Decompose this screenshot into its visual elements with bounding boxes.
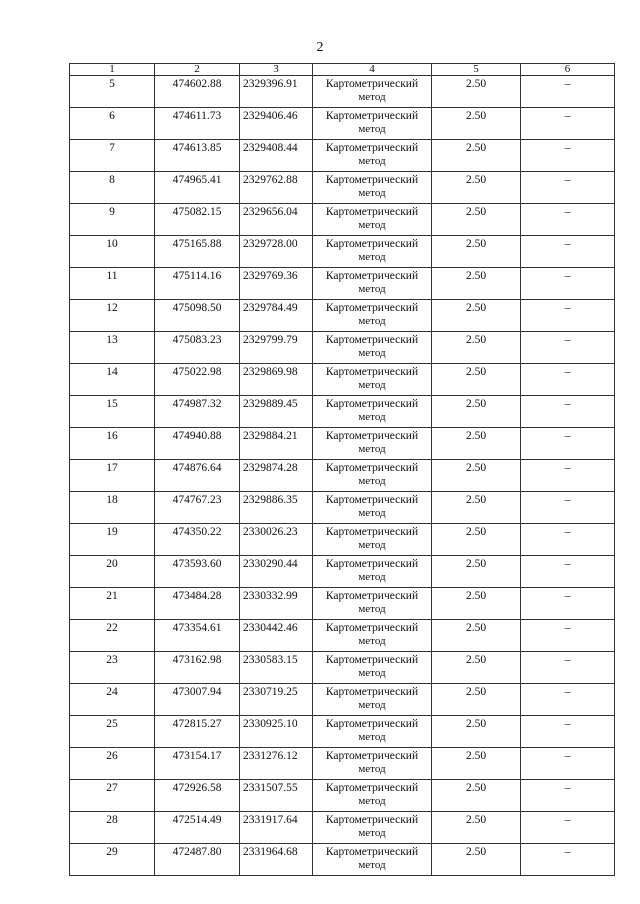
table-row <box>70 716 615 748</box>
method-line-2: метод <box>358 315 386 327</box>
point-number-cell: 29 <box>70 844 155 876</box>
accuracy-cell: 2.50 <box>432 812 521 844</box>
y-coordinate-cell: 2330719.25 <box>240 684 313 716</box>
table-header-row <box>70 64 615 76</box>
table-row <box>70 140 615 172</box>
method-cell <box>313 236 432 268</box>
method-line-1: Картометрический <box>325 782 419 794</box>
point-number-cell: 25 <box>70 716 155 748</box>
point-number-cell: 16 <box>70 428 155 460</box>
accuracy-cell: 2.50 <box>432 76 521 108</box>
x-coordinate-cell: 474350.22 <box>155 524 240 556</box>
description-cell: – <box>521 428 615 460</box>
y-coordinate-cell: 2329396.91 <box>240 76 313 108</box>
accuracy-cell: 2.50 <box>432 716 521 748</box>
table-row <box>70 812 615 844</box>
description-cell: – <box>521 620 615 652</box>
table-row <box>70 684 615 716</box>
table-row <box>70 460 615 492</box>
accuracy-cell: 2.50 <box>432 108 521 140</box>
table-row <box>70 332 615 364</box>
accuracy-cell: 2.50 <box>432 396 521 428</box>
point-number-cell: 22 <box>70 620 155 652</box>
accuracy-cell: 2.50 <box>432 780 521 812</box>
method-line-2: метод <box>358 347 386 359</box>
accuracy-cell: 2.50 <box>432 428 521 460</box>
y-coordinate-cell: 2329799.79 <box>240 332 313 364</box>
table-row <box>70 748 615 780</box>
x-coordinate-cell: 475022.98 <box>155 364 240 396</box>
method-cell <box>313 364 432 396</box>
method-cell <box>313 204 432 236</box>
accuracy-cell: 2.50 <box>432 364 521 396</box>
method-line-1: Картометрический <box>325 462 419 474</box>
x-coordinate-cell: 475098.50 <box>155 300 240 332</box>
point-number-cell: 5 <box>70 76 155 108</box>
description-cell: – <box>521 684 615 716</box>
method-line-1: Картометрический <box>325 654 419 666</box>
accuracy-cell: 2.50 <box>432 652 521 684</box>
x-coordinate-cell: 474611.73 <box>155 108 240 140</box>
table-row <box>70 108 615 140</box>
y-coordinate-cell: 2329884.21 <box>240 428 313 460</box>
method-cell <box>313 172 432 204</box>
y-coordinate-cell: 2330026.23 <box>240 524 313 556</box>
x-coordinate-cell: 475083.23 <box>155 332 240 364</box>
method-line-1: Картометрический <box>325 270 419 282</box>
x-coordinate-cell: 474987.32 <box>155 396 240 428</box>
table-row <box>70 236 615 268</box>
description-cell: – <box>521 460 615 492</box>
method-line-2: метод <box>358 699 386 711</box>
method-line-1: Картометрический <box>325 238 419 250</box>
y-coordinate-cell: 2331276.12 <box>240 748 313 780</box>
method-cell <box>313 140 432 172</box>
method-line-1: Картометрический <box>325 846 419 858</box>
method-line-1: Картометрический <box>325 78 419 90</box>
description-cell: – <box>521 204 615 236</box>
point-number-cell: 19 <box>70 524 155 556</box>
method-cell <box>313 556 432 588</box>
point-number-cell: 23 <box>70 652 155 684</box>
table-row <box>70 268 615 300</box>
description-cell: – <box>521 172 615 204</box>
table-row <box>70 172 615 204</box>
table-row <box>70 588 615 620</box>
method-cell <box>313 396 432 428</box>
x-coordinate-cell: 472487.80 <box>155 844 240 876</box>
point-number-cell: 6 <box>70 108 155 140</box>
method-line-1: Картометрический <box>325 366 419 378</box>
description-cell: – <box>521 556 615 588</box>
column-header: 1 <box>70 64 155 76</box>
method-line-2: метод <box>358 763 386 775</box>
method-line-2: метод <box>358 635 386 647</box>
method-line-1: Картометрический <box>325 110 419 122</box>
method-cell <box>313 684 432 716</box>
method-line-2: метод <box>358 859 386 871</box>
method-line-2: метод <box>358 571 386 583</box>
description-cell: – <box>521 332 615 364</box>
column-header: 6 <box>521 64 615 76</box>
method-line-1: Картометрический <box>325 398 419 410</box>
table-row <box>70 620 615 652</box>
method-line-2: метод <box>358 603 386 615</box>
method-line-2: метод <box>358 155 386 167</box>
page-number: 2 <box>316 40 324 55</box>
point-number-cell: 17 <box>70 460 155 492</box>
x-coordinate-cell: 474940.88 <box>155 428 240 460</box>
y-coordinate-cell: 2330925.10 <box>240 716 313 748</box>
y-coordinate-cell: 2329784.49 <box>240 300 313 332</box>
y-coordinate-cell: 2331917.64 <box>240 812 313 844</box>
description-cell: – <box>521 300 615 332</box>
description-cell: – <box>521 748 615 780</box>
method-cell <box>313 812 432 844</box>
point-number-cell: 13 <box>70 332 155 364</box>
method-line-2: метод <box>358 379 386 391</box>
x-coordinate-cell: 475082.15 <box>155 204 240 236</box>
method-line-1: Картометрический <box>325 590 419 602</box>
description-cell: – <box>521 140 615 172</box>
y-coordinate-cell: 2329869.98 <box>240 364 313 396</box>
point-number-cell: 7 <box>70 140 155 172</box>
y-coordinate-cell: 2330332.99 <box>240 588 313 620</box>
table-row <box>70 364 615 396</box>
description-cell: – <box>521 812 615 844</box>
y-coordinate-cell: 2329762.88 <box>240 172 313 204</box>
point-number-cell: 9 <box>70 204 155 236</box>
method-cell <box>313 780 432 812</box>
method-cell <box>313 748 432 780</box>
method-line-1: Картометрический <box>325 174 419 186</box>
method-line-2: метод <box>358 283 386 295</box>
point-number-cell: 21 <box>70 588 155 620</box>
table-row <box>70 76 615 108</box>
description-cell: – <box>521 844 615 876</box>
method-cell <box>313 332 432 364</box>
y-coordinate-cell: 2329874.28 <box>240 460 313 492</box>
table-row <box>70 428 615 460</box>
accuracy-cell: 2.50 <box>432 524 521 556</box>
description-cell: – <box>521 588 615 620</box>
x-coordinate-cell: 473007.94 <box>155 684 240 716</box>
x-coordinate-cell: 473484.28 <box>155 588 240 620</box>
accuracy-cell: 2.50 <box>432 748 521 780</box>
table-row <box>70 524 615 556</box>
method-cell <box>313 300 432 332</box>
method-line-2: метод <box>358 123 386 135</box>
method-line-1: Картометрический <box>325 494 419 506</box>
accuracy-cell: 2.50 <box>432 300 521 332</box>
description-cell: – <box>521 236 615 268</box>
method-line-2: метод <box>358 667 386 679</box>
description-cell: – <box>521 652 615 684</box>
accuracy-cell: 2.50 <box>432 588 521 620</box>
description-cell: – <box>521 268 615 300</box>
column-header: 3 <box>240 64 313 76</box>
y-coordinate-cell: 2329406.46 <box>240 108 313 140</box>
point-number-cell: 15 <box>70 396 155 428</box>
method-line-1: Картометрический <box>325 206 419 218</box>
method-line-1: Картометрический <box>325 718 419 730</box>
accuracy-cell: 2.50 <box>432 236 521 268</box>
description-cell: – <box>521 492 615 524</box>
y-coordinate-cell: 2329889.45 <box>240 396 313 428</box>
y-coordinate-cell: 2331507.55 <box>240 780 313 812</box>
method-cell <box>313 76 432 108</box>
point-number-cell: 28 <box>70 812 155 844</box>
description-cell: – <box>521 396 615 428</box>
table-row <box>70 556 615 588</box>
x-coordinate-cell: 472926.58 <box>155 780 240 812</box>
y-coordinate-cell: 2331964.68 <box>240 844 313 876</box>
description-cell: – <box>521 524 615 556</box>
description-cell: – <box>521 780 615 812</box>
x-coordinate-cell: 474602.88 <box>155 76 240 108</box>
method-line-1: Картометрический <box>325 430 419 442</box>
method-line-2: метод <box>358 91 386 103</box>
method-line-1: Картометрический <box>325 142 419 154</box>
column-header: 2 <box>155 64 240 76</box>
y-coordinate-cell: 2329408.44 <box>240 140 313 172</box>
description-cell: – <box>521 108 615 140</box>
x-coordinate-cell: 473354.61 <box>155 620 240 652</box>
point-number-cell: 8 <box>70 172 155 204</box>
table-row <box>70 652 615 684</box>
point-number-cell: 18 <box>70 492 155 524</box>
method-line-2: метод <box>358 219 386 231</box>
table-row <box>70 844 615 876</box>
point-number-cell: 11 <box>70 268 155 300</box>
x-coordinate-cell: 474965.41 <box>155 172 240 204</box>
table-row <box>70 204 615 236</box>
point-number-cell: 14 <box>70 364 155 396</box>
method-line-1: Картометрический <box>325 526 419 538</box>
method-line-1: Картометрический <box>325 814 419 826</box>
accuracy-cell: 2.50 <box>432 204 521 236</box>
method-line-2: метод <box>358 827 386 839</box>
y-coordinate-cell: 2329656.04 <box>240 204 313 236</box>
y-coordinate-cell: 2329728.00 <box>240 236 313 268</box>
method-line-2: метод <box>358 251 386 263</box>
method-line-1: Картометрический <box>325 558 419 570</box>
method-line-2: метод <box>358 411 386 423</box>
x-coordinate-cell: 475165.88 <box>155 236 240 268</box>
x-coordinate-cell: 473154.17 <box>155 748 240 780</box>
method-line-2: метод <box>358 187 386 199</box>
method-cell <box>313 268 432 300</box>
method-cell <box>313 620 432 652</box>
accuracy-cell: 2.50 <box>432 140 521 172</box>
x-coordinate-cell: 473162.98 <box>155 652 240 684</box>
column-header: 5 <box>432 64 521 76</box>
table-row <box>70 492 615 524</box>
accuracy-cell: 2.50 <box>432 460 521 492</box>
y-coordinate-cell: 2330442.46 <box>240 620 313 652</box>
method-line-2: метод <box>358 731 386 743</box>
table-row <box>70 396 615 428</box>
method-line-1: Картометрический <box>325 750 419 762</box>
table-row <box>70 780 615 812</box>
method-line-1: Картометрический <box>325 334 419 346</box>
method-line-2: метод <box>358 475 386 487</box>
method-line-2: метод <box>358 795 386 807</box>
method-cell <box>313 108 432 140</box>
accuracy-cell: 2.50 <box>432 268 521 300</box>
point-number-cell: 26 <box>70 748 155 780</box>
point-number-cell: 10 <box>70 236 155 268</box>
method-line-1: Картометрический <box>325 622 419 634</box>
accuracy-cell: 2.50 <box>432 620 521 652</box>
x-coordinate-cell: 472815.27 <box>155 716 240 748</box>
method-cell <box>313 492 432 524</box>
y-coordinate-cell: 2329886.35 <box>240 492 313 524</box>
method-line-1: Картометрический <box>325 686 419 698</box>
accuracy-cell: 2.50 <box>432 684 521 716</box>
method-cell <box>313 652 432 684</box>
y-coordinate-cell: 2330583.15 <box>240 652 313 684</box>
x-coordinate-cell: 474613.85 <box>155 140 240 172</box>
method-line-2: метод <box>358 507 386 519</box>
method-cell <box>313 844 432 876</box>
description-cell: – <box>521 716 615 748</box>
method-line-2: метод <box>358 539 386 551</box>
x-coordinate-cell: 472514.49 <box>155 812 240 844</box>
point-number-cell: 20 <box>70 556 155 588</box>
coordinates-table <box>69 63 615 876</box>
column-header: 4 <box>313 64 432 76</box>
y-coordinate-cell: 2330290.44 <box>240 556 313 588</box>
x-coordinate-cell: 474767.23 <box>155 492 240 524</box>
accuracy-cell: 2.50 <box>432 492 521 524</box>
method-line-2: метод <box>358 443 386 455</box>
accuracy-cell: 2.50 <box>432 332 521 364</box>
description-cell: – <box>521 76 615 108</box>
table-row <box>70 300 615 332</box>
accuracy-cell: 2.50 <box>432 844 521 876</box>
x-coordinate-cell: 474876.64 <box>155 460 240 492</box>
description-cell: – <box>521 364 615 396</box>
method-cell <box>313 588 432 620</box>
accuracy-cell: 2.50 <box>432 556 521 588</box>
point-number-cell: 27 <box>70 780 155 812</box>
method-cell <box>313 460 432 492</box>
method-cell <box>313 428 432 460</box>
method-line-1: Картометрический <box>325 302 419 314</box>
method-cell <box>313 716 432 748</box>
point-number-cell: 12 <box>70 300 155 332</box>
accuracy-cell: 2.50 <box>432 172 521 204</box>
y-coordinate-cell: 2329769.36 <box>240 268 313 300</box>
x-coordinate-cell: 475114.16 <box>155 268 240 300</box>
x-coordinate-cell: 473593.60 <box>155 556 240 588</box>
point-number-cell: 24 <box>70 684 155 716</box>
method-cell <box>313 524 432 556</box>
